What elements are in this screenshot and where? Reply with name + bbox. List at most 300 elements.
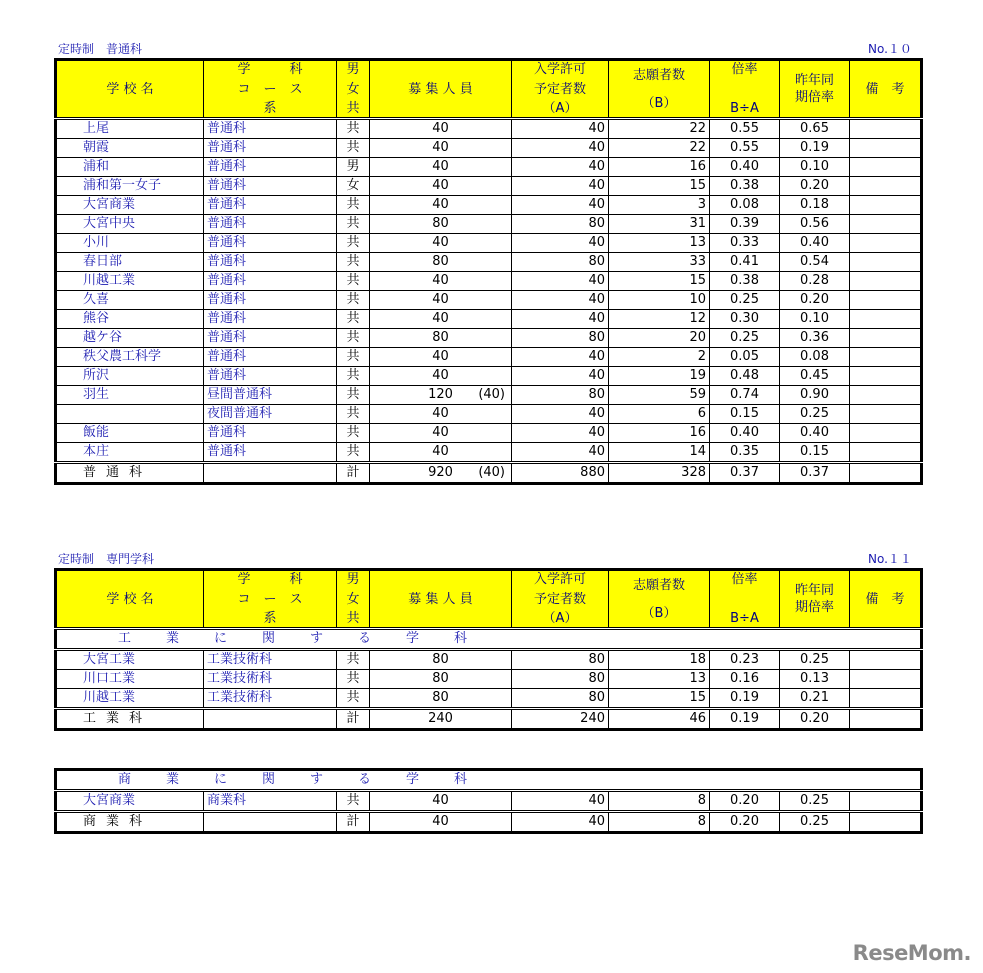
school-name-cell: 浦和第一女子 [56,177,204,196]
recruit-value: 40 [432,292,449,307]
gender-cell: 共 [337,650,370,670]
section-label-char: 工 [118,631,132,646]
header-course-line: コ ー ス [237,81,303,97]
school-name-cell: 久喜 [56,291,204,310]
header-b-stack [612,571,706,627]
header-gender-stack [340,61,366,117]
header-ratio-stack [713,571,776,627]
admission-quota-cell: 80 [512,650,609,670]
header-course [204,570,337,629]
school-name-cell [56,405,204,424]
header-a [512,570,609,629]
recruit-value: 80 [432,330,449,345]
section-label-char: す [310,631,324,646]
header-ratio-stack [713,61,776,117]
school-name-cell: 朝霞 [56,139,204,158]
course-cell [204,709,337,730]
applicants-cell: 59 [609,386,710,405]
notes-cell [850,119,922,139]
school-name-cell: 大宮商業 [56,791,204,812]
prev-ratio-cell: 0.25 [780,650,850,670]
section-label-char: 学 [406,631,420,646]
course-cell: 普通科 [204,348,337,367]
recruit-value: 40 [432,368,449,383]
school-name-cell: 商業科 [56,812,204,833]
admission-quota-cell: 40 [512,234,609,253]
prev-ratio-cell: 0.13 [780,670,850,689]
gender-cell: 共 [337,424,370,443]
table-row [56,689,922,709]
ratio-cell: 0.35 [710,443,780,463]
header-gender [337,60,370,119]
applicants-cell: 20 [609,329,710,348]
admission-quota-cell: 40 [512,348,609,367]
section-label [60,771,502,789]
table-row [56,650,922,670]
header-a-line: 予定者数 [533,81,586,97]
ratio-cell: 0.19 [710,689,780,709]
prev-ratio-cell: 0.36 [780,329,850,348]
gender-cell: 共 [337,234,370,253]
gender-cell: 共 [337,310,370,329]
gender-cell: 共 [337,139,370,158]
notes-cell [850,689,922,709]
table-row [56,386,922,405]
header-b-line: 志願者数 [632,67,685,83]
section-label-char: る [358,631,372,646]
header-row [56,570,922,629]
admission-quota-cell: 80 [512,329,609,348]
recruit-value: 40 [432,159,449,174]
course-cell: 普通科 [204,291,337,310]
notes-cell [850,215,922,234]
recruit-cell [370,405,512,424]
header-a-line: 入学許可 [533,572,586,587]
course-cell: 普通科 [204,253,337,272]
recruit-cell [370,791,512,812]
header-a-line: （A） [542,101,578,116]
course-cell: 工業技術科 [204,689,337,709]
recruit-cell [370,234,512,253]
recruit-value: 40 [432,349,449,364]
applicants-cell: 22 [609,139,710,158]
header-a-stack [515,571,605,627]
ratio-cell: 0.55 [710,139,780,158]
header-a-line: 予定者数 [533,591,586,607]
table-row [56,443,922,463]
section-label-char: 科 [454,631,468,646]
prev-ratio-cell: 0.15 [780,443,850,463]
applicants-cell: 12 [609,310,710,329]
ratio-cell: 0.40 [710,424,780,443]
course-cell: 普通科 [204,158,337,177]
applicants-cell: 10 [609,291,710,310]
table2-page-number: No.１１ [868,552,912,566]
applicants-cell: 15 [609,689,710,709]
header-gender-stack [340,571,366,627]
applicants-cell: 14 [609,443,710,463]
school-name-cell: 所沢 [56,367,204,386]
applicants-cell: 13 [609,234,710,253]
recruit-cell [370,367,512,386]
gender-cell: 男 [337,158,370,177]
recruit-cell [370,348,512,367]
recruit-value: 80 [432,690,449,705]
gender-cell: 計 [337,812,370,833]
table-row [56,158,922,177]
admission-quota-cell: 40 [512,139,609,158]
prev-ratio-cell: 0.40 [780,424,850,443]
applicants-cell: 2 [609,348,710,367]
header-recruit [370,60,512,119]
course-cell: 普通科 [204,215,337,234]
admission-quota-cell: 80 [512,386,609,405]
admission-quota-cell: 40 [512,158,609,177]
table1-caption: 定時制 普通科 [58,42,143,56]
course-cell: 夜間普通科 [204,405,337,424]
notes-cell [850,158,922,177]
header-ratio [710,60,780,119]
header-b-line: （B） [641,605,677,621]
admission-quota-cell: 240 [512,709,609,730]
header-ratio-line: B÷A [730,101,759,116]
recruit-value: 40 [432,444,449,459]
header-gender-line: 男 [346,572,360,587]
prev-ratio-cell: 0.56 [780,215,850,234]
ratio-cell: 0.20 [710,791,780,812]
section-label-row [56,770,922,791]
admission-quota-cell: 40 [512,812,609,833]
header-row [56,60,922,119]
gender-cell: 共 [337,670,370,689]
notes-cell [850,670,922,689]
section-label-char: に [214,772,228,787]
header-recruit [370,570,512,629]
school-name-cell: 秩父農工科学 [56,348,204,367]
recruit-value: 40 [432,814,449,829]
applicants-cell: 6 [609,405,710,424]
section-label [60,630,502,648]
prev-ratio-cell: 0.20 [780,177,850,196]
recruit-cell [370,215,512,234]
ratio-cell: 0.55 [710,119,780,139]
header-gender-line: 女 [346,591,360,607]
ratio-cell: 0.48 [710,367,780,386]
school-name-cell: 川越工業 [56,272,204,291]
table-row [56,196,922,215]
school-name-cell: 大宮商業 [56,196,204,215]
gender-cell: 共 [337,791,370,812]
applicants-cell: 8 [609,791,710,812]
header-gender [337,570,370,629]
recruit-cell [370,119,512,139]
header-school-label: 学 校 名 [106,81,154,97]
prev-ratio-cell: 0.54 [780,253,850,272]
table-row [56,791,922,812]
header-ratio-line: B÷A [730,611,759,626]
admission-quota-cell: 40 [512,119,609,139]
prev-ratio-cell: 0.18 [780,196,850,215]
table-row [56,367,922,386]
prev-ratio-cell: 0.25 [780,791,850,812]
course-cell: 普通科 [204,272,337,291]
prev-ratio-cell: 0.40 [780,234,850,253]
gender-cell: 共 [337,443,370,463]
recruit-value: 40 [432,140,449,155]
course-cell [204,463,337,484]
admission-quota-cell: 40 [512,291,609,310]
admission-quota-cell: 880 [512,463,609,484]
header-prev-line: 期倍率 [794,600,834,615]
ratio-cell: 0.40 [710,158,780,177]
applicants-cell: 16 [609,424,710,443]
prev-ratio-cell: 0.21 [780,689,850,709]
notes-cell [850,791,922,812]
ratio-cell: 0.25 [710,329,780,348]
header-course-line: 学 科 [237,572,303,587]
recruit-value: 80 [432,254,449,269]
header-school [56,60,204,119]
notes-cell [850,329,922,348]
total-row [56,812,922,833]
header-ratio [710,570,780,629]
recruit-cell [370,272,512,291]
section-label-char: 商 [118,772,132,787]
course-cell: 普通科 [204,119,337,139]
gender-cell: 計 [337,709,370,730]
admission-quota-cell: 40 [512,367,609,386]
gender-cell: 計 [337,463,370,484]
table-row [56,670,922,689]
gender-cell: 共 [337,119,370,139]
recruit-cell [370,139,512,158]
school-name-cell: 小川 [56,234,204,253]
school-name-cell: 川越工業 [56,689,204,709]
course-cell: 普通科 [204,310,337,329]
school-name-cell: 本庄 [56,443,204,463]
prev-ratio-cell: 0.25 [780,812,850,833]
table-row [56,215,922,234]
ratio-cell: 0.19 [710,709,780,730]
recruit-cell [370,310,512,329]
header-notes [850,60,922,119]
gender-cell: 共 [337,405,370,424]
header-ratio-line: 倍率 [731,572,758,587]
header-notes-label: 備 考 [865,81,905,97]
school-name-cell: 川口工業 [56,670,204,689]
notes-cell [850,272,922,291]
section-label-char: 業 [166,631,180,646]
recruit-cell [370,253,512,272]
section-label-row [56,629,922,650]
header-ratio-line: 倍率 [731,62,758,77]
recruit-cell [370,812,512,833]
recruit-note: (40) [478,387,505,402]
table2 [54,568,923,731]
applicants-cell: 328 [609,463,710,484]
prev-ratio-cell: 0.20 [780,709,850,730]
recruit-cell [370,709,512,730]
gender-cell: 共 [337,272,370,291]
admission-quota-cell: 40 [512,177,609,196]
header-recruit-label: 募 集 人 員 [408,591,473,607]
course-cell [204,812,337,833]
header-a [512,60,609,119]
recruit-cell [370,424,512,443]
header-prev [780,570,850,629]
header-notes-label: 備 考 [865,591,905,607]
section-label-cell [56,629,922,650]
recruit-cell [370,386,512,405]
recruit-cell [370,158,512,177]
notes-cell [850,196,922,215]
section-label-char: す [310,772,324,787]
gender-cell: 共 [337,689,370,709]
school-name-cell: 普通科 [56,463,204,484]
school-name-cell: 大宮工業 [56,650,204,670]
section-label-char: 関 [262,772,276,787]
school-name-cell: 熊谷 [56,310,204,329]
table-row [56,405,922,424]
header-a-stack [515,61,605,117]
recruit-cell [370,463,512,484]
header-a-line: （A） [542,611,578,626]
section-label-char: 関 [262,631,276,646]
header-a-line: 入学許可 [533,62,586,77]
table2-caption: 定時制 専門学科 [58,552,155,566]
applicants-cell: 31 [609,215,710,234]
recruit-value: 40 [432,235,449,250]
course-cell: 普通科 [204,177,337,196]
recruit-value: 40 [432,793,449,808]
notes-cell [850,291,922,310]
section-label-char: 学 [406,772,420,787]
admission-quota-cell: 40 [512,272,609,291]
notes-cell [850,443,922,463]
recruit-cell [370,650,512,670]
admission-quota-cell: 80 [512,670,609,689]
header-gender-line: 共 [346,101,360,116]
applicants-cell: 18 [609,650,710,670]
ratio-cell: 0.30 [710,310,780,329]
applicants-cell: 33 [609,253,710,272]
recruit-value: 120 [428,387,453,402]
course-cell: 商業科 [204,791,337,812]
ratio-cell: 0.23 [710,650,780,670]
notes-cell [850,348,922,367]
course-cell: 工業技術科 [204,650,337,670]
header-gender-line: 共 [346,611,360,626]
notes-cell [850,812,922,833]
admission-quota-cell: 40 [512,443,609,463]
ratio-cell: 0.33 [710,234,780,253]
section-label-char: 業 [166,772,180,787]
header-prev-line: 期倍率 [794,90,834,105]
header-course-line: コ ー ス [237,591,303,607]
recruit-value: 40 [432,425,449,440]
recruit-note: (40) [478,465,505,480]
table1-page-number: No.１０ [868,42,912,56]
table-row [56,234,922,253]
header-course-line: 系 [263,101,277,116]
gender-cell: 共 [337,291,370,310]
ratio-cell: 0.08 [710,196,780,215]
notes-cell [850,405,922,424]
applicants-cell: 13 [609,670,710,689]
header-prev-line: 昨年同 [794,583,834,598]
prev-ratio-cell: 0.28 [780,272,850,291]
header-gender-line: 女 [346,81,360,97]
prev-ratio-cell: 0.37 [780,463,850,484]
recruit-cell [370,177,512,196]
recruit-cell [370,443,512,463]
applicants-cell: 16 [609,158,710,177]
course-cell: 普通科 [204,424,337,443]
table-row [56,424,922,443]
header-school-label: 学 校 名 [106,591,154,607]
recruit-value: 80 [432,652,449,667]
prev-ratio-cell: 0.45 [780,367,850,386]
course-cell: 普通科 [204,367,337,386]
prev-ratio-cell: 0.10 [780,158,850,177]
admission-quota-cell: 40 [512,424,609,443]
notes-cell [850,234,922,253]
header-course-line: 学 科 [237,62,303,77]
ratio-cell: 0.38 [710,177,780,196]
school-name-cell: 飯能 [56,424,204,443]
table-row [56,272,922,291]
school-name-cell: 春日部 [56,253,204,272]
header-notes [850,570,922,629]
table-row [56,119,922,139]
notes-cell [850,177,922,196]
ratio-cell: 0.05 [710,348,780,367]
admission-quota-cell: 40 [512,310,609,329]
notes-cell [850,253,922,272]
gender-cell: 共 [337,367,370,386]
notes-cell [850,310,922,329]
ratio-cell: 0.39 [710,215,780,234]
recruit-value: 40 [432,273,449,288]
table-row [56,310,922,329]
ratio-cell: 0.74 [710,386,780,405]
school-name-cell: 工業科 [56,709,204,730]
recruit-cell [370,329,512,348]
admission-quota-cell: 80 [512,689,609,709]
school-name-cell: 上尾 [56,119,204,139]
course-cell: 昼間普通科 [204,386,337,405]
ratio-cell: 0.41 [710,253,780,272]
notes-cell [850,139,922,158]
prev-ratio-cell: 0.08 [780,348,850,367]
school-name-cell: 浦和 [56,158,204,177]
admission-quota-cell: 80 [512,253,609,272]
recruit-cell [370,689,512,709]
prev-ratio-cell: 0.10 [780,310,850,329]
applicants-cell: 15 [609,177,710,196]
header-b-line: 志願者数 [632,577,685,593]
section-label-cell [56,770,922,791]
header-school [56,570,204,629]
course-cell: 普通科 [204,234,337,253]
table-row [56,177,922,196]
recruit-value: 80 [432,216,449,231]
school-name-cell: 越ケ谷 [56,329,204,348]
applicants-cell: 8 [609,812,710,833]
prev-ratio-cell: 0.25 [780,405,850,424]
gender-cell: 共 [337,386,370,405]
gender-cell: 共 [337,329,370,348]
